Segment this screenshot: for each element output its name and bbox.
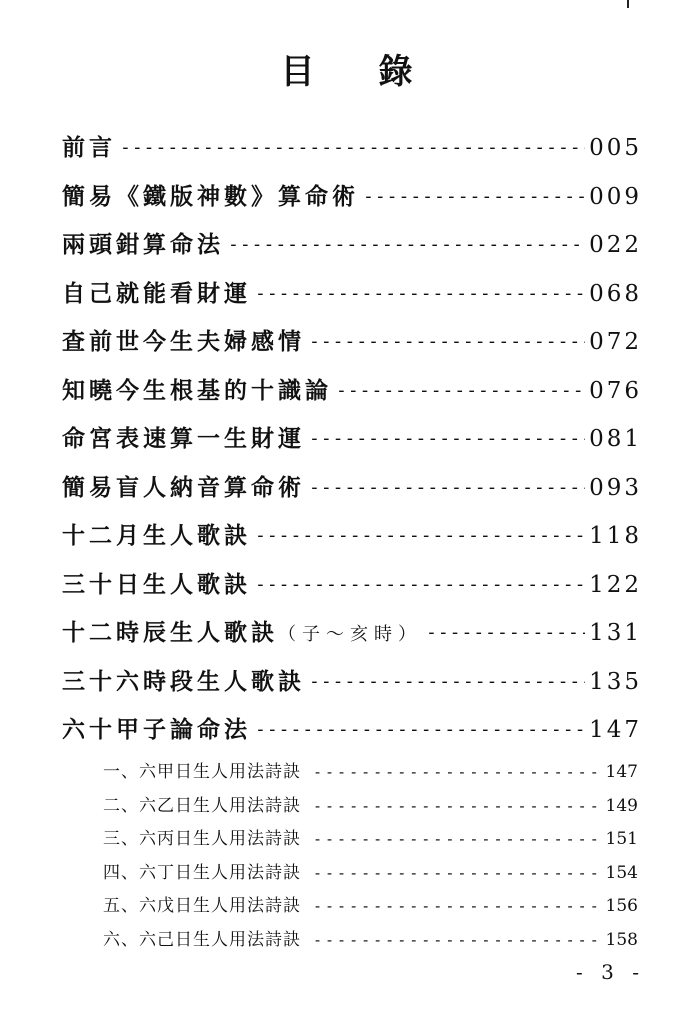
toc-subentry — [103, 857, 638, 891]
toc-entry — [62, 512, 642, 561]
toc-entry — [62, 124, 642, 173]
dot-leader — [120, 124, 585, 173]
toc-entry — [62, 609, 642, 658]
toc-subentry-label: 四、六丁日生人用法詩訣 — [103, 862, 301, 883]
toc-entry — [62, 173, 642, 222]
table-of-contents — [62, 124, 642, 755]
dot-leader — [336, 367, 585, 416]
toc-entry-label: 十二時辰生人歌訣 — [62, 620, 278, 646]
dot-leader — [309, 464, 585, 513]
toc-entry-label: 自己就能看財運 — [62, 280, 251, 307]
toc-entry-label: 六十甲子論命法 — [62, 717, 251, 743]
toc-entry — [62, 367, 642, 416]
dot-leader — [309, 318, 585, 367]
toc-entry-page: 093 — [589, 474, 642, 501]
dot-leader — [228, 221, 585, 270]
toc-subentry-label: 二、六乙日生人用法詩訣 — [103, 795, 301, 816]
toc-subentry — [103, 823, 638, 857]
toc-entry-page: 072 — [589, 329, 642, 355]
toc-entry-page: 118 — [589, 523, 642, 549]
dot-leader — [309, 658, 585, 707]
toc-entry-label: 查前世今生夫婦感情 — [62, 329, 305, 355]
toc-subentry — [103, 924, 638, 958]
toc-entry — [62, 464, 642, 513]
page-number-footer: - 3 - — [576, 960, 645, 984]
toc-entry — [62, 658, 642, 707]
toc-entry — [62, 561, 642, 610]
dot-leader — [255, 706, 585, 755]
dot-leader — [255, 561, 585, 610]
toc-entry-label: 兩頭鉗算命法 — [62, 232, 224, 258]
dot-leader — [255, 270, 585, 319]
dot-leader — [313, 790, 602, 824]
toc-entry-page: 081 — [589, 426, 642, 452]
dot-leader — [313, 924, 602, 958]
dot-leader — [313, 823, 602, 857]
toc-entry-page: 135 — [589, 668, 642, 695]
toc-subentry — [103, 890, 638, 924]
toc-entry — [62, 270, 642, 319]
toc-entry-page: 131 — [589, 620, 642, 646]
dot-leader — [313, 756, 602, 790]
toc-subentry — [103, 790, 638, 824]
toc-entry-page: 122 — [589, 571, 642, 598]
title-char-2: 錄 — [378, 52, 415, 92]
page-title — [0, 44, 695, 93]
toc-entry-label: 簡易盲人納音算命術 — [62, 474, 305, 501]
toc-entry-page: 005 — [589, 135, 642, 161]
toc-entry-page: 076 — [589, 377, 642, 404]
toc-entry-page: 022 — [589, 232, 642, 258]
toc-subentry-label: 五、六戊日生人用法詩訣 — [103, 896, 301, 916]
toc-entry — [62, 318, 642, 367]
dot-leader — [309, 415, 585, 464]
toc-subentry-page: 149 — [605, 795, 638, 816]
dot-leader — [255, 512, 585, 561]
toc-entry — [62, 706, 642, 755]
corner-mark — [627, 0, 629, 8]
toc-subentry-page: 158 — [605, 929, 638, 950]
toc-subentry-label: 六、六己日生人用法詩訣 — [103, 929, 301, 950]
toc-subentry-label: 三、六丙日生人用法詩訣 — [103, 829, 301, 849]
dot-leader — [313, 857, 602, 891]
toc-entry — [62, 221, 642, 270]
dot-leader — [363, 173, 585, 222]
toc-subentry-page: 147 — [605, 762, 638, 782]
toc-subentry-page: 156 — [605, 896, 638, 916]
toc-entry-label: 簡易《鐵版神數》算命術 — [62, 183, 359, 210]
toc-entry-note: （子～亥時） — [278, 624, 422, 645]
toc-entry-label: 命宮表速算一生財運 — [62, 426, 305, 452]
dot-leader — [426, 609, 585, 658]
toc-entry — [62, 415, 642, 464]
toc-entry-label: 知曉今生根基的十識論 — [62, 377, 332, 404]
title-char-1: 目 — [280, 52, 317, 92]
toc-subentry — [103, 756, 638, 790]
toc-entry-label: 三十六時段生人歌訣 — [62, 668, 305, 695]
toc-subentry-label: 一、六甲日生人用法詩訣 — [103, 762, 301, 782]
toc-entry-page: 009 — [589, 183, 642, 210]
dot-leader — [313, 890, 602, 924]
toc-entry-label: 十二月生人歌訣 — [62, 523, 251, 549]
toc-entry-page: 068 — [589, 280, 642, 307]
toc-entry-label: 三十日生人歌訣 — [62, 571, 251, 598]
toc-entry-page: 147 — [589, 717, 642, 743]
toc-subentries — [103, 756, 638, 957]
toc-subentry-page: 154 — [605, 862, 638, 883]
toc-subentry-page: 151 — [605, 829, 638, 849]
toc-entry-label: 前言 — [62, 135, 116, 161]
